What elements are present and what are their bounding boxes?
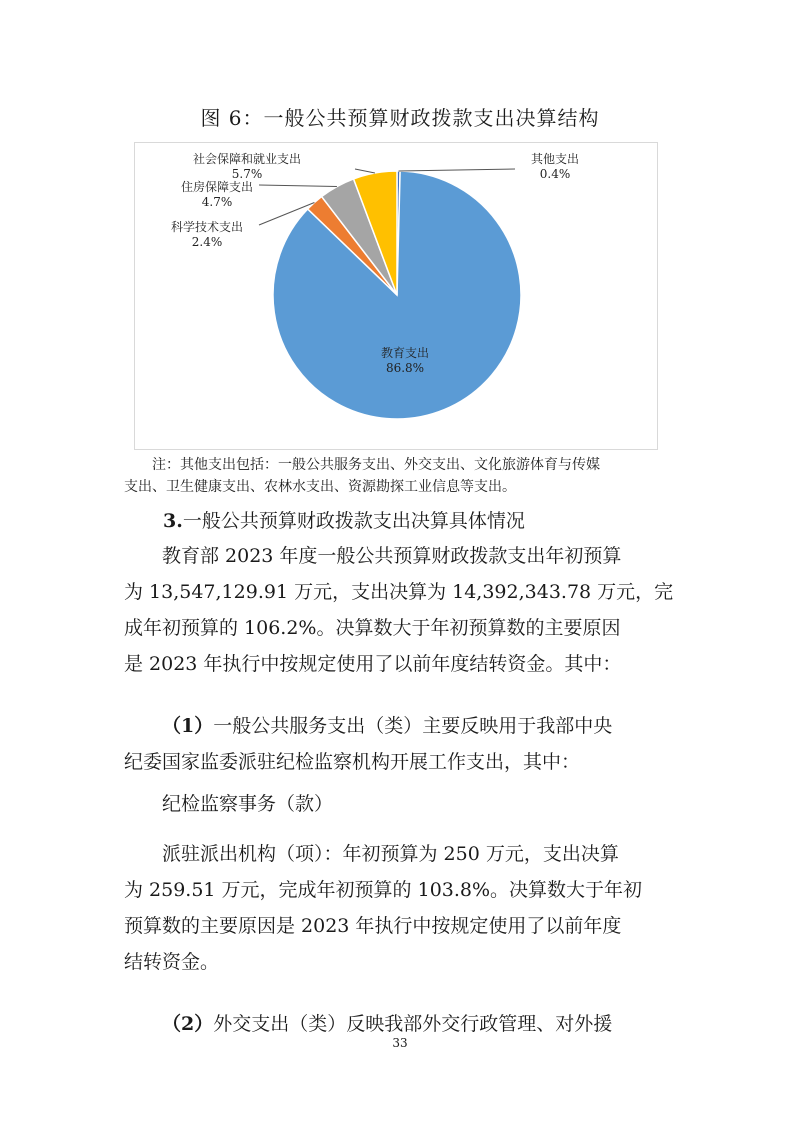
slice-percent-label: 5.7%: [231, 167, 263, 181]
slice-percent-label: 86.8%: [385, 361, 425, 375]
paragraph-3: [124, 786, 670, 822]
note-line-2: 支出、卫生健康支出、农林水支出、资源勘探工业信息等支出。: [124, 479, 516, 495]
paragraph-line: 预算数的主要原因是 2023 年执行中按规定使用了以前年度: [124, 915, 622, 937]
slice-percent-label: 4.7%: [201, 195, 233, 209]
slice-name-label: 社会保障和就业支出: [192, 152, 302, 166]
slice-percent-label: 2.4%: [191, 235, 223, 249]
note-line-1: 注：其他支出包括：一般公共服务支出、外交支出、文化旅游体育与传媒: [152, 457, 600, 473]
paragraph-line: 为 259.51 万元，完成年初预算的 103.8%。决算数大于年初: [124, 879, 643, 901]
paragraph-line: 成年初预算的 106.2%。决算数大于年初预算数的主要原因: [124, 617, 621, 639]
paragraph-2: [124, 708, 670, 780]
section-number: 3.: [163, 510, 183, 532]
leader-line: [399, 169, 515, 171]
paragraph-line: 结转资金。: [124, 951, 220, 973]
page-number: 33: [392, 1036, 408, 1050]
paragraph-line: 外交支出（类）反映我部外交行政管理、对外援: [213, 1013, 613, 1035]
item-number: （2）: [162, 1013, 214, 1035]
pie-chart-svg: [135, 143, 659, 451]
paragraph-line: 为 13,547,129.91 万元，支出决算为 14,392,343.78 万元，完: [124, 581, 674, 603]
paragraph-line: 是 2023 年执行中按规定使用了以前年度结转资金。其中：: [124, 653, 622, 675]
paragraph-line: 纪检监察事务（款）: [162, 793, 334, 815]
section-heading: [163, 506, 525, 533]
paragraph-line: 派驻派出机构（项）：年初预算为 250 万元，支出决算: [162, 843, 619, 865]
slice-percent-label: 0.4%: [539, 167, 571, 181]
paragraph-line: 纪委国家监委派驻纪检监察机构开展工作支出，其中：: [124, 751, 581, 773]
section-title: 一般公共预算财政拨款支出决算具体情况: [182, 510, 525, 532]
paragraph-line: 一般公共服务支出（类）主要反映用于我部中央: [213, 715, 613, 737]
leader-line: [355, 169, 375, 173]
chart-note: [124, 454, 680, 498]
paragraph-line: 教育部 2023 年度一般公共预算财政拨款支出年初预算: [162, 545, 622, 567]
slice-name-label: 科学技术支出: [170, 220, 244, 234]
figure-title: 图 6：一般公共预算财政拨款支出决算结构: [200, 106, 600, 130]
paragraph-4: [124, 836, 670, 980]
slice-name-label: 住房保障支出: [180, 180, 254, 194]
slice-name-label: 其他支出: [530, 152, 580, 166]
paragraph-1: [124, 538, 674, 682]
item-number: （1）: [162, 715, 214, 737]
leader-line: [259, 185, 337, 187]
pie-chart: [134, 142, 658, 450]
slice-name-label: 教育支出: [380, 346, 430, 360]
